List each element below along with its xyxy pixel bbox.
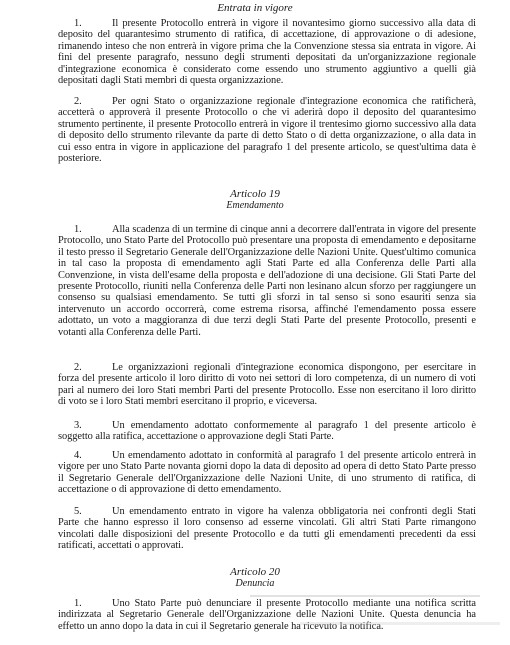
paragraph-art19-3 [58, 420, 476, 443]
paragraph-art19-5 [58, 506, 476, 552]
scan-artifact-streak [300, 622, 500, 625]
paragraph-text: Un emendamento adottato in conformità al paragrafo 1 del presente articolo entrerà in vigore per uno Stato Parte novanta giorni dopo la data di deposito ad opera di detto Stato Parte presso il Segretario Generale dell'Organizzazione delle Nazioni Unite, di uno strumento di ratifica, di accettazione o di approvazione di detto emendamento. [58, 450, 476, 496]
paragraph-art19-4 [58, 450, 476, 496]
paragraph-number: 5. [74, 506, 82, 517]
paragraph-text: Alla scadenza di un termine di cinque anni a decorrere dall'entrata in vigore del presente Protocollo, uno Stato Parte del Protocollo può presentare una proposta di emendamento e depositarne il testo presso il Segretario Generale dell'Organizzazione delle Nazioni Unite. Quest'ultimo comunica in tal caso la proposta di emendamento agli Stati Parte ed alla Conferenza delle Parti alla Convenzione, in vista dell'esame della proposta e dell'adozione di una decisione. Gli Stati Parte del presente Protocollo, riuniti nella Conferenza delle Parti non lesinano alcun sforzo per raggiungere un consenso su qualsiasi emendamento. Se tutti gli sforzi in tal senso si sono esauriti senza sia intervenuto un accordo occorrerà, come estrema risorsa, affinché l'emendamento possa essere adottato, un voto a maggioranza di due terzi degli Stati Parte del presente Protocollo, presenti e votanti alla Conferenza delle Parti. [58, 224, 476, 338]
paragraph-art19-2 [58, 362, 476, 408]
paragraph-art19-1 [58, 224, 476, 338]
paragraph-number: 1. [74, 18, 82, 29]
paragraph-number: 2. [74, 362, 82, 373]
paragraph-text: Uno Stato Parte può denunciare il presente Protocollo mediante una notifica scritta indirizzata al Segretario Generale dell'Organizzazione delle Nazioni Unite. Questa denuncia ha effetto un anno dopo la data in cui il Segretario generale ha ricevuto la notifica. [58, 598, 476, 632]
paragraph-number: 1. [74, 224, 82, 235]
paragraph-art18-2 [58, 96, 476, 164]
paragraph-number: 1. [74, 598, 82, 609]
paragraph-text: Un emendamento entrato in vigore ha valenza obbligatoria nei confronti degli Stati Parte che hanno espresso il loro consenso ad esserne vincolati. Gli altri Stati Parte rimangono vincolati dalle disposizioni del presente Protocollo e da tutti gli emendamenti precedenti da essi ratificati, accettati o approvati. [58, 506, 476, 552]
paragraph-art20-1 [58, 598, 476, 632]
paragraph-number: 2. [74, 96, 82, 107]
paragraph-text: Il presente Protocollo entrerà in vigore il novantesimo giorno successivo alla data di deposito del quarantesimo strumento di ratifica, di accettazione, di approvazione o di adesione, rimanendo inteso che non entrerà in vigore prima che la Convenzione stessa sia entrata in vigore. Ai fini del presente paragrafo, nessuno degli strumenti depositati da un'organizzazione regionale d'integrazione economica è considerato come essendo uno strumento aggiuntivo a quelli già depositati dagli Stati membri di questa organizzazione. [58, 18, 476, 87]
paragraph-text: Un emendamento adottato conformemente al paragrafo 1 del presente articolo è soggetto alla ratifica, accettazione o approvazione degli Stati Parte. [58, 420, 476, 443]
heading-articolo-20: Articolo 20 [230, 566, 280, 578]
paragraph-number: 4. [74, 450, 82, 461]
heading-emendamento: Emendamento [226, 200, 284, 211]
heading-entrata-in-vigore: Entrata in vigore [217, 2, 293, 14]
paragraph-text: Le organizzazioni regionali d'integrazione economica dispongono, per esercitare in forza del presente articolo il loro diritto di voto nei settori di loro competenza, di un numero di voti pari al numero dei loro Stati membri Parti del presente Protocollo. Esse non esercitano il loro diritto di voto se i loro Stati membri esercitano il proprio, e viceversa. [58, 362, 476, 408]
heading-articolo-19: Articolo 19 [230, 188, 280, 200]
heading-denuncia: Denuncia [235, 578, 275, 589]
paragraph-text: Per ogni Stato o organizzazione regionale d'integrazione economica che ratificherà, accetterà o approverà il presente Protocollo o che vi aderirà dopo il deposito del quarantesimo strumento pertinente, il presente Protocollo entrerà in vigore il trentesimo giorno successivo alla data di deposito dello strumento rilevante da parte di detto Stato o di detta organizzazione, o alla data in cui esso entra in vigore in applicazione del paragrafo 1 del presente articolo, se quest'ultima data è posteriore. [58, 96, 476, 165]
scan-artifact-streak [250, 595, 480, 597]
paragraph-art18-1 [58, 18, 476, 86]
paragraph-number: 3. [74, 420, 82, 431]
